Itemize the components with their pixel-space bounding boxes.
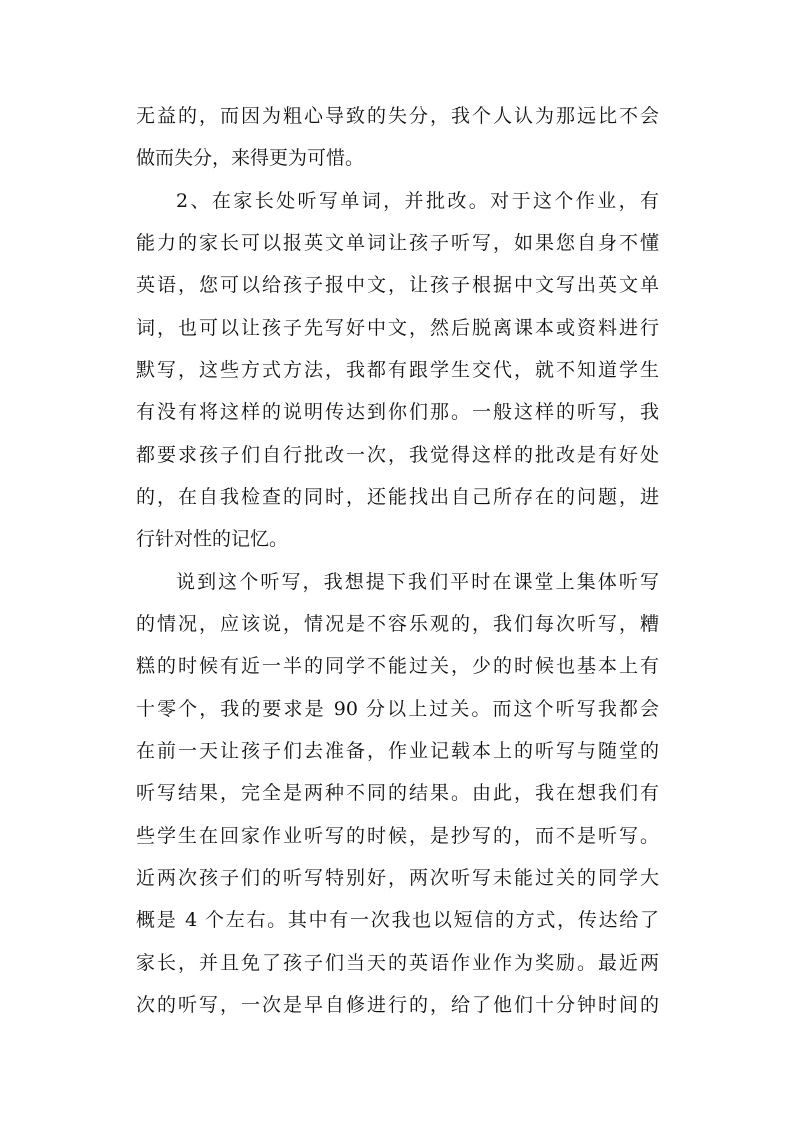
text-line: 词，也可以让孩子先写好中文，然后脱离课本或资料进行 [136, 317, 659, 339]
text-line: 近两次孩子们的听写特别好，两次听写未能过关的同学大 [136, 867, 659, 889]
text-line: 的，在自我检查的同时，还能找出自己所存在的问题，进 [136, 486, 659, 508]
text-line: 十零个，我的要求是 90 分以上过关。而这个听写我都会 [136, 698, 659, 720]
text-line: 有没有将这样的说明传达到你们那。一般这样的听写，我 [136, 401, 659, 423]
text-line: 概是 4 个左右。其中有一次我也以短信的方式，传达给了 [136, 909, 659, 931]
text-line: 无益的，而因为粗心导致的失分，我个人认为那远比不会 [136, 105, 659, 127]
text-line: 糕的时候有近一半的同学不能过关，少的时候也基本上有 [136, 655, 659, 677]
text-line: 2、在家长处听写单词，并批改。对于这个作业，有 [176, 190, 659, 212]
text-line: 英语，您可以给孩子报中文，让孩子根据中文写出英文单 [136, 274, 659, 296]
text-line: 些学生在回家作业听写的时候，是抄写的，而不是听写。 [136, 825, 659, 847]
text-line: 家长，并且免了孩子们当天的英语作业作为奖励。最近两 [136, 952, 659, 974]
text-line: 听写结果，完全是两种不同的结果。由此，我在想我们有 [136, 782, 659, 804]
text-line: 行针对性的记忆。 [136, 528, 289, 550]
text-line: 做而失分，来得更为可惜。 [136, 147, 365, 169]
text-line: 说到这个听写，我想提下我们平时在课堂上集体听写 [176, 571, 659, 593]
text-line: 能力的家长可以报英文单词让孩子听写，如果您自身不懂 [136, 232, 659, 254]
text-line: 的情况，应该说，情况是不容乐观的，我们每次听写，糟 [136, 613, 659, 635]
text-line: 次的听写，一次是早自修进行的，给了他们十分钟时间的 [136, 994, 659, 1016]
text-line: 都要求孩子们自行批改一次，我觉得这样的批改是有好处 [136, 444, 659, 466]
text-line: 在前一天让孩子们去准备，作业记载本上的听写与随堂的 [136, 740, 659, 762]
text-line: 默写，这些方式方法，我都有跟学生交代，就不知道学生 [136, 359, 659, 381]
